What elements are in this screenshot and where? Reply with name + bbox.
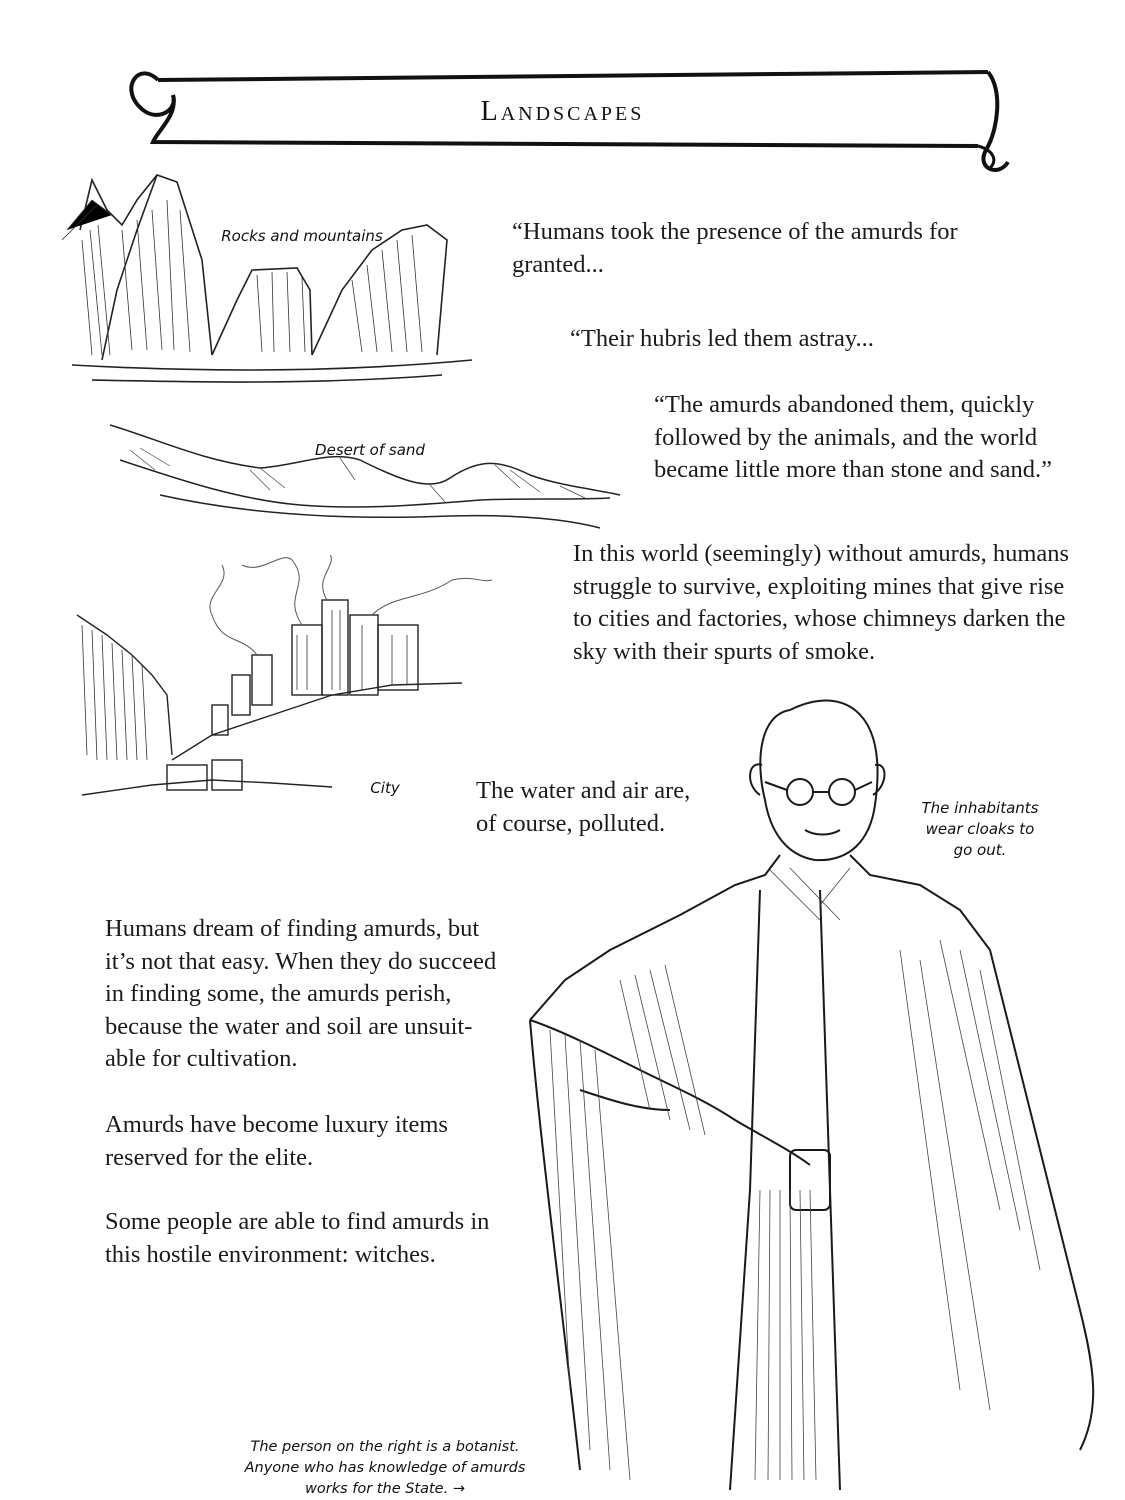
quote-hubris: “Their hubris led them astray... — [570, 325, 874, 352]
rocks-caption: Rocks and mountains — [221, 227, 383, 245]
botanist-note: The person on the right is a botanist. Anyone who has knowledge of amurds works for the State. → — [244, 1439, 526, 1497]
city-sketch — [72, 555, 502, 815]
page-title: Landscapes — [480, 96, 645, 127]
quote-humans-took: “Humans took the presence of the amurds for granted... — [512, 218, 958, 278]
paragraph-water-air: The water and air are, of course, polluted. — [476, 777, 691, 837]
paragraph-humans-dream: Humans dream of finding amurds, but it’s not that easy. When they do succeed in finding some, the amurds perish, because the water and soil are unsuit-able for cultivation. — [105, 915, 497, 1072]
cloak-note: The inhabitants wear cloaks to go out. — [921, 799, 1039, 859]
desert-sketch — [100, 420, 625, 540]
quote-amurds-abandoned: “The amurds abandoned them, quickly followed by the animals, and the world became little more than stone and sand.” — [654, 391, 1052, 483]
desert-caption: Desert of sand — [315, 441, 425, 459]
city-caption: City — [370, 779, 400, 797]
rocks-mountains-sketch — [62, 170, 482, 390]
paragraph-witches: Some people are able to find amurds in this hostile environment: witches. — [105, 1208, 490, 1268]
paragraph-world-without-amurds: In this world (seemingly) without amurds, humans struggle to survive, exploiting mines that give rise to cities and factories, whose chimneys darken the sky with their spurts of smoke. — [573, 540, 1070, 665]
paragraph-luxury-items: Amurds have become luxury items reserved for the elite. — [105, 1111, 448, 1171]
